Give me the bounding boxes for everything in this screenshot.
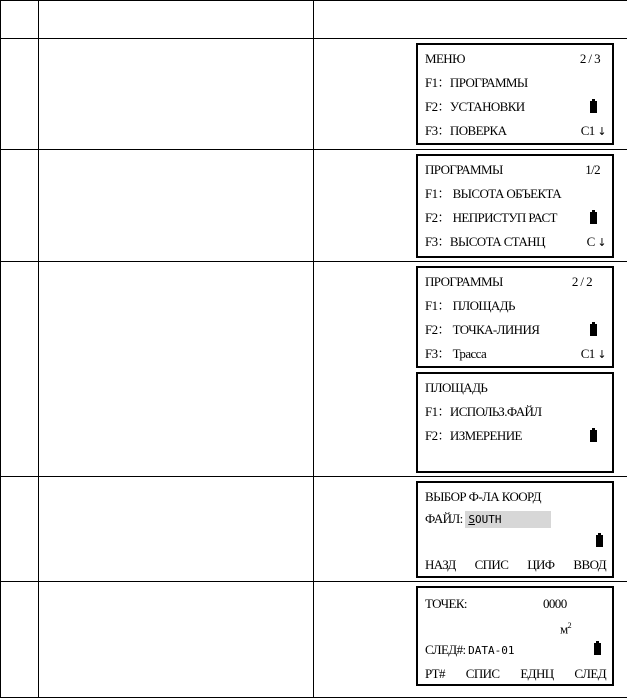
menu-item-f1: F1：ПРОГРАММЫ xyxy=(425,75,606,91)
table-row xyxy=(1,582,627,698)
cell-display xyxy=(314,1,627,39)
softkey-next[interactable]: СЛЕД xyxy=(574,666,606,682)
softkey-enter[interactable]: ВВОД xyxy=(573,557,606,573)
lcd-screen-menu: МЕНЮ 2 / 3 F1：ПРОГРАММЫ F2：УСТАНОВКИ F3：ПОВЕРКА C1 ↓ xyxy=(416,43,614,145)
softkey-back[interactable]: НАЗД xyxy=(425,557,456,573)
down-arrow-icon: ↓ xyxy=(597,125,606,138)
softkey-pt[interactable]: PT# xyxy=(425,666,445,682)
page-indicator: 2 / 3 xyxy=(580,51,600,67)
battery-icon xyxy=(590,101,597,113)
softkey-bar xyxy=(425,557,606,573)
battery-icon xyxy=(590,430,597,442)
softkey-bar xyxy=(425,666,606,682)
table-row xyxy=(1,39,627,150)
battery-icon xyxy=(590,212,597,224)
cell-step xyxy=(1,1,39,39)
header-row xyxy=(1,1,627,39)
softkey-list[interactable]: СПИС xyxy=(475,557,509,573)
menu-item-f3: F3：ПОВЕРКА xyxy=(425,123,506,138)
lcd-screen-programs-2: ПРОГРАММЫ 2 / 2 F1： ПЛОЩАДЬ F2： ТОЧКА-ЛИНИЯ F3： Трасса C1 ↓ xyxy=(416,266,614,368)
next-point-value: DATA-01 xyxy=(468,644,514,657)
menu-item-f2: F2：УСТАНОВКИ xyxy=(425,99,525,114)
battery-icon xyxy=(590,324,597,336)
table-row xyxy=(1,150,627,262)
down-arrow-icon: ↓ xyxy=(597,236,606,249)
battery-icon xyxy=(594,643,601,655)
table-row xyxy=(1,477,627,582)
area-unit: $м^2$ xyxy=(560,618,571,637)
battery-icon xyxy=(596,535,603,547)
table-row xyxy=(1,262,627,477)
softkey-units[interactable]: ЕДНЦ xyxy=(520,666,553,682)
softkey-list[interactable]: СПИС xyxy=(466,666,500,682)
lcd-screen-programs-1: ПРОГРАММЫ 1/2 F1： ВЫСОТА ОБЪЕКТА F2： НЕПРИСТУП РАСТ F3：ВЫСОТА СТАНЦ C ↓ xyxy=(416,154,614,258)
lcd-screen-area-measure: ТОЧЕК: 0000 $м^2$ СЛЕД#: DATA-01 PT# СПИС ЕДНЦ СЛЕД xyxy=(416,586,614,686)
down-arrow-icon: ↓ xyxy=(597,348,606,361)
lcd-screen-area: ПЛОЩАДЬ F1：ИСПОЛЬЗ.ФАЙЛ F2：ИЗМЕРЕНИЕ xyxy=(416,372,614,473)
screen-title: МЕНЮ xyxy=(425,51,465,66)
softkey-num[interactable]: ЦИФ xyxy=(527,557,554,573)
cell-operation xyxy=(39,1,314,39)
lcd-screen-file-select: ВЫБОР Ф-ЛА КООРД ФАЙЛ: SOUTH НАЗД СПИС ЦИФ ВВОД xyxy=(416,481,614,578)
file-name-field[interactable]: SOUTH xyxy=(465,511,551,528)
points-value: 0000 xyxy=(543,596,567,612)
